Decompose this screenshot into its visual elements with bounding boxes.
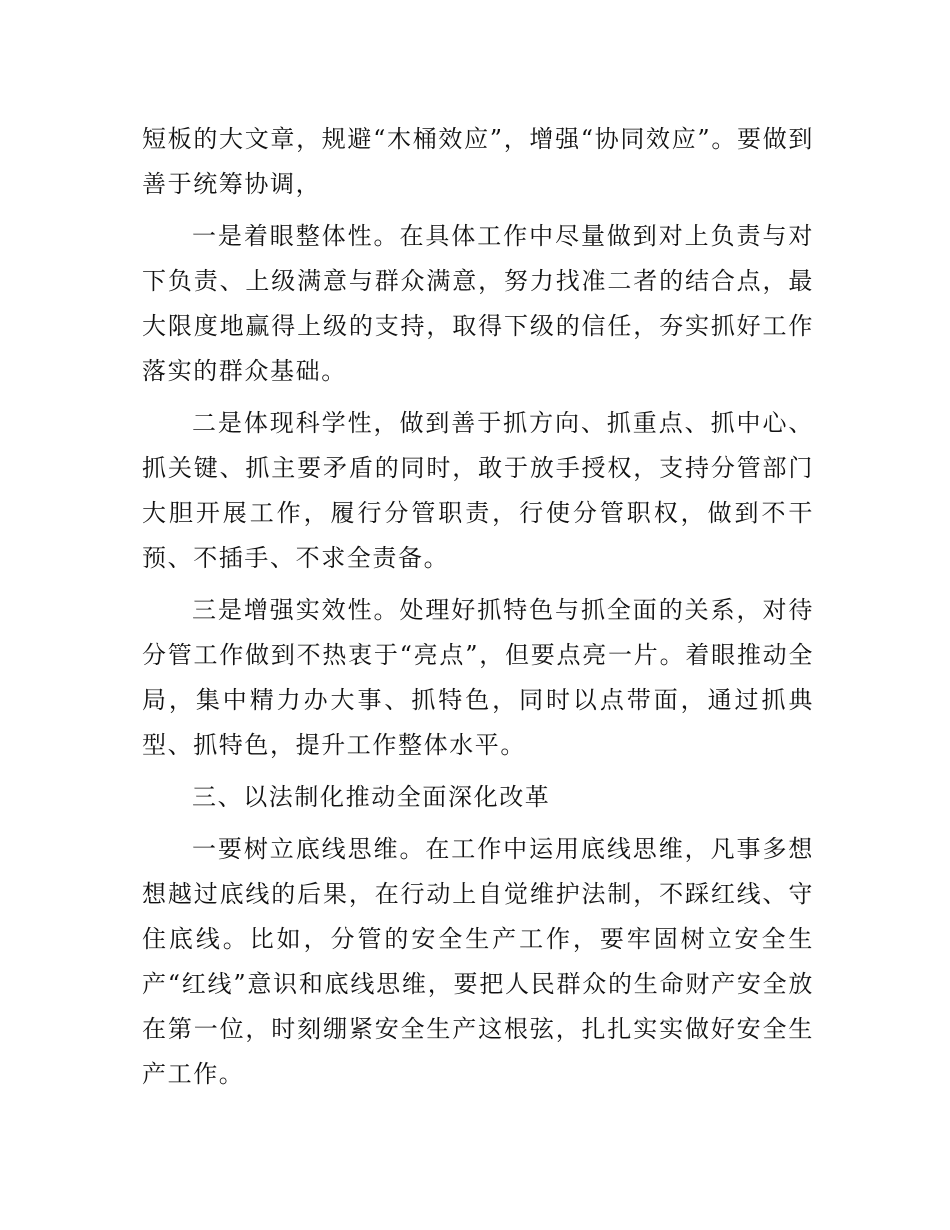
document-body <box>142 117 814 1097</box>
paragraph-point-three: 三是增强实效性。处理好抓特色与抓全面的关系，对待分管工作做到不热衷于“亮点”，但要点亮一片。着眼推动全局，集中精力办大事、抓特色，同时以点带面，通过抓典型、抓特色，提升工作整体水平。 <box>142 596 814 759</box>
paragraph-point-two: 二是体现科学性，做到善于抓方向、抓重点、抓中心、抓关键、抓主要矛盾的同时，敢于放手授权，支持分管部门大胆开展工作，履行分管职责，行使分管职权，做到不干预、不插手、不求全责备。 <box>142 409 814 572</box>
paragraph-bottom-line-thinking: 一要树立底线思维。在工作中运用底线思维，凡事多想想越过底线的后果，在行动上自觉维护法制，不踩红线、守住底线。比如，分管的安全生产工作，要牢固树立安全生产“红线”意识和底线思维，要把人民群众的生命财产安全放在第一位，时刻绷紧安全生产这根弦，扎扎实实做好安全生产工作。 <box>142 835 814 1088</box>
paragraph-point-one: 一是着眼整体性。在具体工作中尽量做到对上负责与对下负责、上级满意与群众满意，努力找准二者的结合点，最大限度地赢得上级的支持，取得下级的信任，夯实抓好工作落实的群众基础。 <box>142 222 814 385</box>
paragraph-continuation: 短板的大文章，规避“木桶效应”，增强“协同效应”。要做到善于统筹协调， <box>142 125 814 198</box>
section-heading: 三、以法制化推动全面深化改革 <box>192 783 551 811</box>
